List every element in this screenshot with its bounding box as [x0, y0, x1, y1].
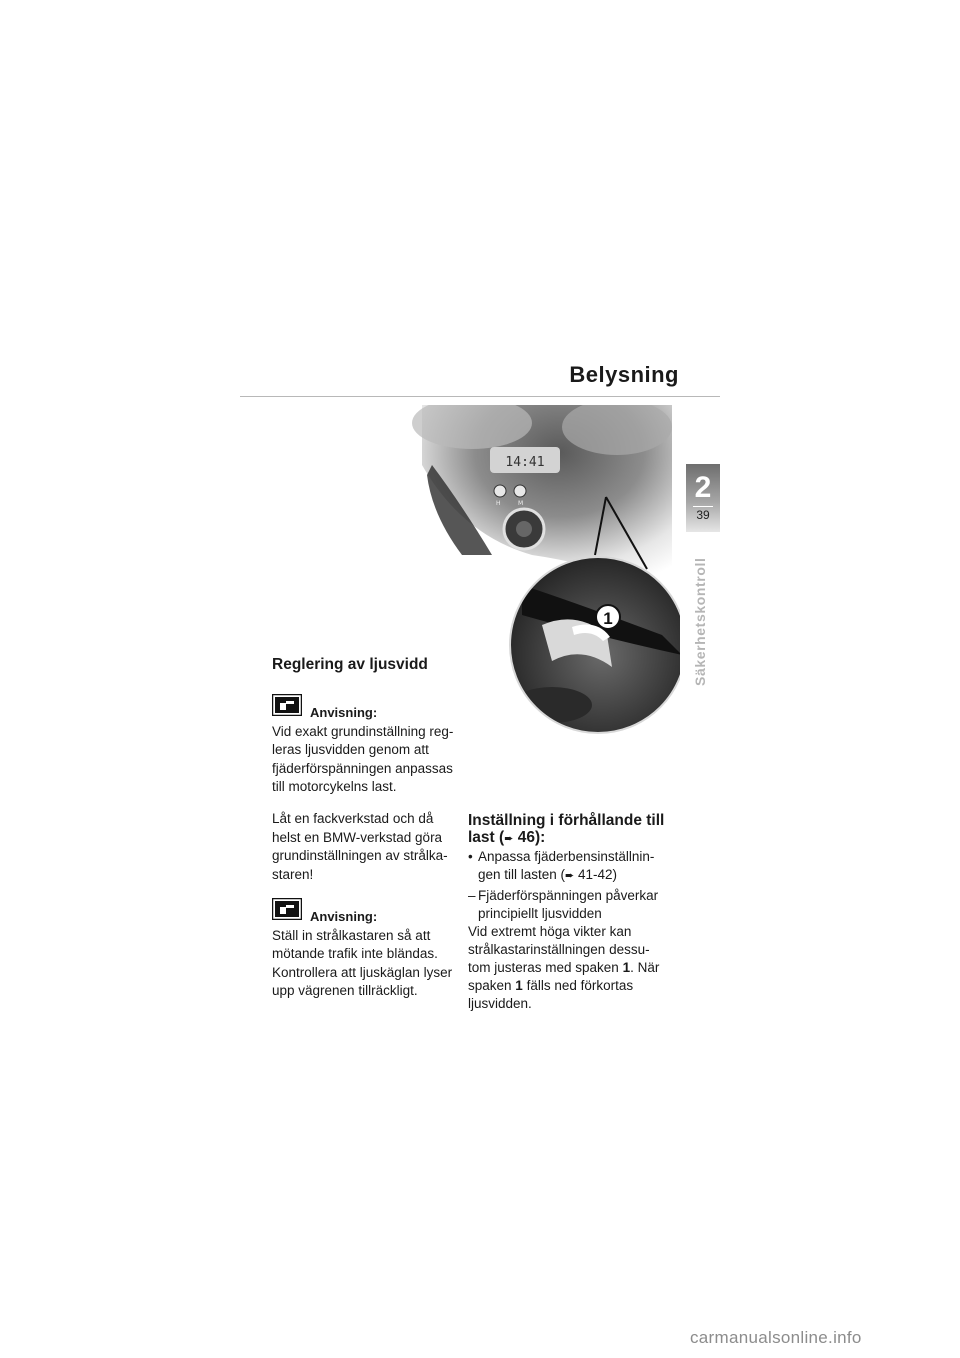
dash-item: [468, 887, 690, 923]
dash-text: [478, 887, 658, 923]
section-label: Säkerhetskontroll: [692, 557, 708, 686]
body-line: [468, 959, 690, 977]
bullet-line: Anpassa fjäderbensinställnin-: [478, 849, 655, 864]
body-line: strålkastarinställningen dessu-: [468, 942, 650, 957]
note-block: [272, 694, 468, 797]
paragraph-line: staren!: [272, 866, 314, 882]
note-label: Anvisning:: [310, 705, 378, 720]
section-heading: [468, 812, 690, 848]
indicator-label: H: [496, 500, 501, 507]
bullet-item: [468, 848, 690, 885]
note-line: till motorcykelns last.: [272, 779, 397, 794]
page-reference[interactable]: 41-42): [578, 867, 618, 882]
body-text: fälls ned förkortas: [522, 978, 634, 993]
chapter-number: 2: [694, 471, 712, 504]
bullet-mark: •: [468, 849, 473, 864]
note-block: [272, 898, 468, 1001]
body-line: Vid extremt höga vikter kan: [468, 924, 632, 939]
load-adjustment-section: [468, 812, 690, 1013]
bullet-line: gen till lasten (: [478, 867, 566, 882]
magnified-inset: [502, 555, 680, 751]
body-text: spaken: [468, 978, 516, 993]
note-line: Kontrollera att ljuskäglan lyser: [272, 964, 453, 980]
workshop-paragraph: [272, 810, 468, 884]
note-line: fjäderförspänningen anpassas: [272, 760, 453, 776]
heading-line-prefix: last (: [468, 829, 505, 846]
paragraph-line: grundinställningen av strålka-: [272, 848, 448, 863]
page-number: 39: [696, 508, 710, 522]
dash-mark: –: [468, 888, 476, 903]
lever-reference: 1: [622, 960, 631, 975]
body-text: tom justeras med spaken: [468, 960, 623, 975]
note-line: leras ljusvidden genom att: [272, 742, 429, 757]
section-heading: Reglering av ljusvidd: [272, 656, 428, 673]
note-line: upp vägrenen tillräckligt.: [272, 983, 418, 998]
body-text: . När: [630, 960, 660, 975]
dash-line: Fjäderförspänningen påverkar: [478, 888, 659, 903]
page-reference[interactable]: 46):: [517, 829, 546, 846]
page-ref-arrow-icon: ➨: [504, 833, 514, 845]
watermark: carmanualsonline.info: [690, 1328, 862, 1347]
note-line: Ställ in strålkastaren så att: [272, 927, 431, 943]
bullet-text: [478, 848, 654, 885]
header-rule: [240, 396, 720, 397]
note-hand-icon: [272, 694, 302, 716]
heading-line: Inställning i förhållande till: [468, 812, 665, 829]
note-line: mötande trafik inte bländas.: [272, 946, 438, 961]
ignition-key-slot: [516, 521, 532, 537]
indicator-label: M: [518, 500, 524, 507]
dash-line: principiellt ljusvidden: [478, 906, 602, 921]
lever-reference: 1: [515, 978, 523, 993]
page-title: Belysning: [569, 362, 679, 387]
clock-readout: 14:41: [505, 455, 545, 470]
indicator-light: [514, 485, 526, 497]
body-line: [468, 977, 690, 995]
page-ref-arrow-icon: ➨: [565, 870, 575, 882]
indicator-light: [494, 485, 506, 497]
paragraph-line: helst en BMW-verkstad göra: [272, 829, 443, 845]
note-line: Vid exakt grundinställning reg-: [272, 723, 454, 739]
note-hand-icon: [272, 898, 302, 920]
paragraph-line: Låt en fackverkstad och då: [272, 811, 434, 826]
chapter-tab: [686, 464, 720, 532]
note-label: Anvisning:: [310, 909, 378, 924]
callout-number: 1: [603, 609, 613, 628]
body-line: ljusvidden.: [468, 996, 532, 1011]
